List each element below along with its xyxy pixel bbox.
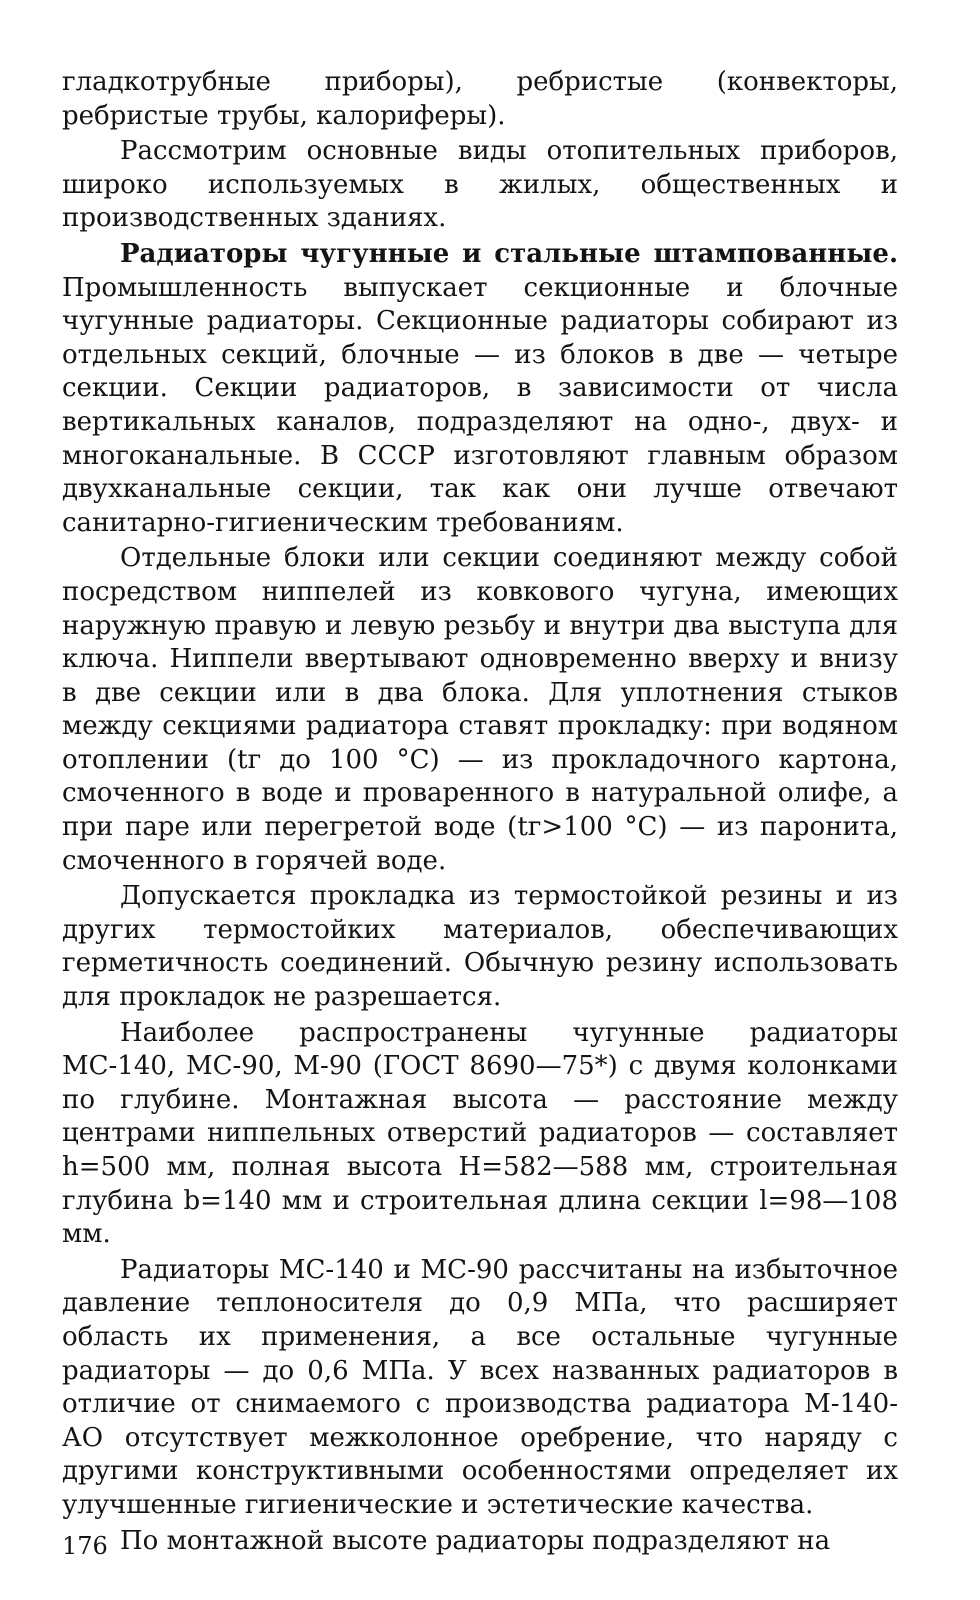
section-heading: Радиаторы чугунные и стальные штампованные. [120,238,898,269]
paragraph-1-text: гладкотрубные приборы), ребристые (конвекторы, ребристые трубы, калориферы). [62,67,898,131]
paragraph-7-text: Радиаторы МС-140 и МС-90 рассчитаны на избыточное давление теплоносителя до 0,9 МПа, что расширяет область их применения, а все остальные чугунные радиаторы — до 0,6 МПа. У всех названных радиаторов в отличие от снимаемого с производства радиатора М-140-АО отсутствует межколонное оребрение, что наряду с другими конструктивными особенностями определяет их улучшенные гигиенические и эстетические качества. [62,1254,898,1520]
paragraph-2 [62,135,898,236]
paragraph-4-text: Отдельные блоки или секции соединяют между собой посредством ниппелей из ковкового чугуна, имеющих наружную правую и левую резьбу и внутри два выступа для ключа. Ниппели ввертывают одновременно вверху и внизу в две секции или в два блока. Для уплотнения стыков между секциями радиатора ставят прокладку: при водяном отоплении (tг до 100 °С) — из прокладочного картона, смоченного в воде и проваренного в натуральной олифе, а при паре или перегретой воде (tг>100 °С) — из паронита, смоченного в горячей воде. [62,543,898,876]
paragraph-8-text: По монтажной высоте радиаторы подразделяют на [120,1525,831,1556]
paragraph-2-text: Рассмотрим основные виды отопительных приборов, широко используемых в жилых, общественных и производственных зданиях. [62,136,898,234]
paragraph-3-text: Промышленность выпускает секционные и блочные чугунные радиаторы. Секционные радиаторы собирают из отдельных секций, блочные — из блоков в две — четыре секции. Секции радиаторов, в зависимости от числа вертикальных каналов, подразделяют на одно-, двух- и многоканальные. В СССР изготовляют главным образом двухканальные секции, так как они лучше отвечают санитарно-гигиеническим требованиям. [62,272,898,538]
paragraph-7 [62,1254,898,1523]
paragraph-6-text: Наиболее распространены чугунные радиаторы МС-140, МС-90, М-90 (ГОСТ 8690—75*) с двумя колонками по глубине. Монтажная высота — расстояние между центрами ниппельных отверстий радиаторов — составляет h=500 мм, полная высота H=582—588 мм, строительная глубина b=140 мм и строительная длина секции l=98—108 мм. [62,1017,898,1250]
paragraph-6 [62,1017,898,1252]
paragraph-5 [62,880,898,1014]
paragraph-1 [62,66,898,133]
page-body [62,66,898,1558]
paragraph-5-text: Допускается прокладка из термостойкой резины и из других термостойких материалов, обеспечивающих герметичность соединений. Обычную резину использовать для прокладок не разрешается. [62,881,898,1013]
page-number: 176 [62,1532,108,1560]
paragraph-8 [62,1525,898,1559]
paragraph-3 [62,238,898,540]
paragraph-4 [62,542,898,878]
